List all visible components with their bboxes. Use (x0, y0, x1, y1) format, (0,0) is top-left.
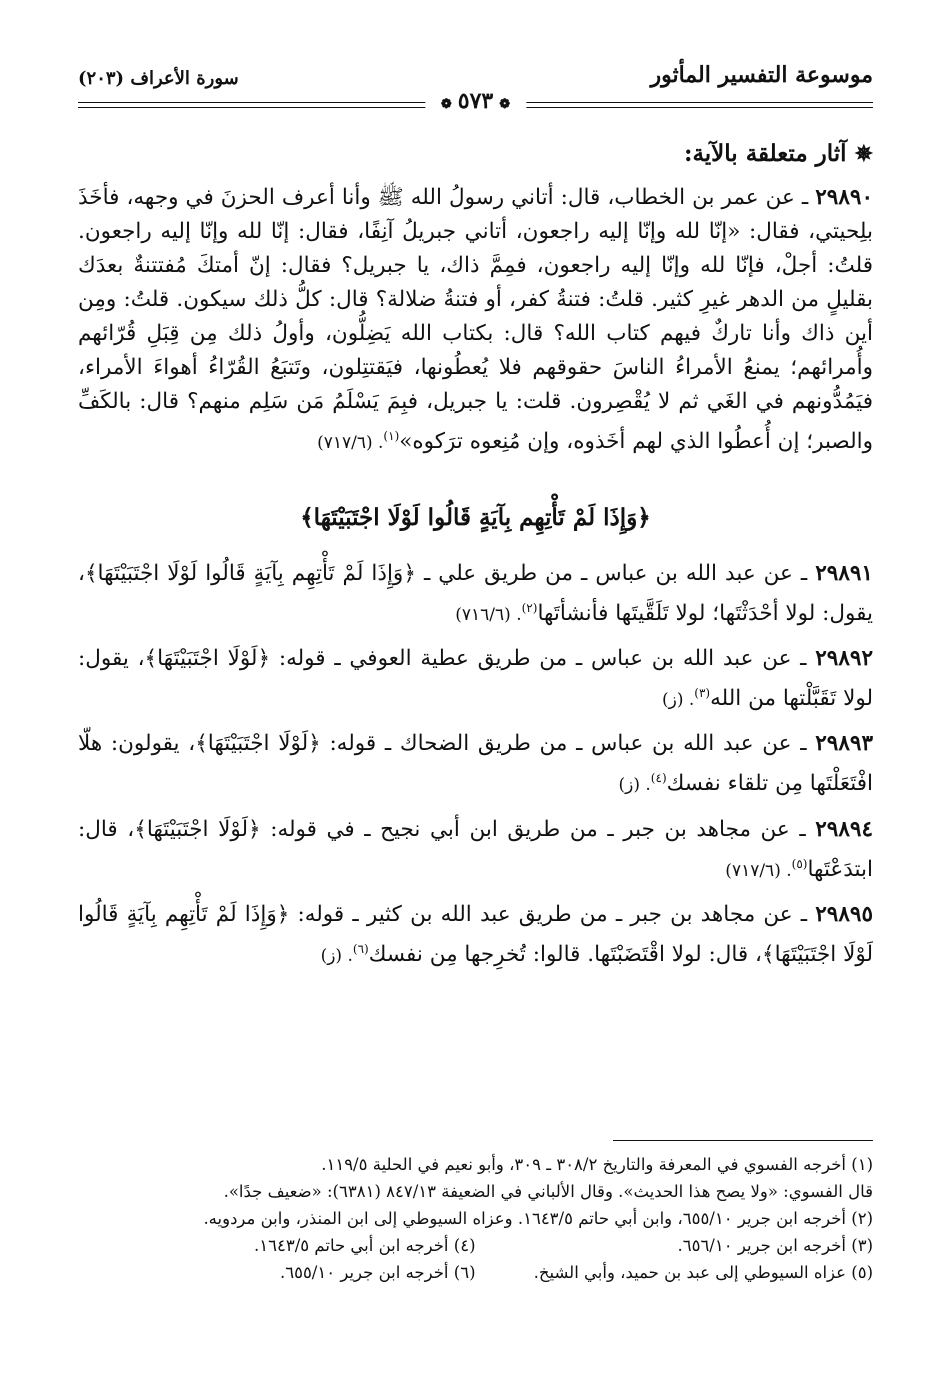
footnote-5: (٥) عزاه السيوطي إلى عبد بن حميد، وأبي الشيخ. (533, 1263, 873, 1282)
volume-reference: . (ز) (320, 945, 353, 966)
narration-number: ٢٩٨٩٠ (815, 185, 873, 210)
narration-number: ٢٩٨٩١ (815, 561, 873, 587)
narration-entry (78, 813, 873, 888)
footnote-3: (٣) أخرجه ابن جرير ٦٥٦/١٠. (677, 1236, 873, 1255)
book-title: موسوعة التفسير المأثور (650, 62, 873, 88)
footnote-marker[interactable]: (٤) (650, 771, 667, 786)
footnote-marker[interactable]: (١) (383, 429, 400, 443)
narration-text: ـ عن مجاهد بن جبر ـ من طريق ابن أبي نجيح ـ في قوله: ﴿لَوْلَا اجْتَبَيْتَهَا﴾، قال: ابتدَعْتَها (78, 816, 873, 882)
footnote-marker[interactable]: (٣) (694, 686, 711, 701)
footnote-row (78, 1259, 873, 1286)
footnote-marker[interactable]: (٦) (352, 941, 369, 956)
narration-text: ـ عن عمر بن الخطاب، قال: أتاني رسولُ الله ﷺ وأنا أعرف الحزنَ في وجهه، فأخَذَ بلِحيتي، فقال: «إنّا لله وإنّا إليه راجعون، أتاني جبريلُ آنِفًا، فقال: إنّا لله وإنّا إليه راجعون. قلتُ: أجلْ، فإنّا لله وإنّا إليه راجعون، فمِمَّ ذاك، يا جبريل؟ فقال: إنّ أمتكَ مُفتتنةٌ بعدَك بقليلٍ من الدهر غيرِ كثير. قلتُ: فتنةُ كفر، أو فتنةُ ضلالة؟ قال: كلُّ ذلك سيكون. قلتُ: ومِن أين ذاك وأنا تاركٌ فيهم كتاب الله؟ قال: بكتاب الله يَضِلُّون، وأولُ ذلك مِن قِبَلِ قُرّائهم وأُمرائهم؛ يمنعُ الأمراءُ الناسَ حقوقهم فلا يُعطُونها، فيَقتتِلون، وتَتبَعُ القُرّاءُ أهواءَ الأمراء، فيَمُدُّونهم في الغَي ثم لا يُقْصِرون. قلت: يا جبريل، فبِمَ يَسْلَمُ مَن سَلِم منهم؟ قال: بالكَفِّ والصبر؛ إن أُعطُوا الذي لهم أخَذوه، وإن مُنِعوه ترَكوه» (78, 185, 873, 455)
volume-reference: . (٧١٦/٦) (455, 605, 522, 626)
narration-text: ـ عن عبد الله بن عباس ـ من طريق الضحاك ـ قوله: ﴿لَوْلَا اجْتَبَيْتَهَا﴾، يقولون: هلّا افْتَعَلْتَها مِن تلقاء نفسك (78, 731, 873, 797)
verse-heading: ﴿وَإِذَا لَمْ تَأْتِهِم بِآيَةٍ قَالُوا لَوْلَا اجْتَبَيْتَهَا﴾ (300, 504, 651, 532)
footnote-marker[interactable]: (٥) (791, 856, 808, 871)
footnote-1-note: قال الفسوي: «ولا يصح هذا الحديث». وقال الألباني في الضعيفة ٨٤٧/١٣ (٦٣٨١): «ضعيف جدًا». (223, 1182, 873, 1201)
footnote-4: (٤) أخرجه ابن أبي حاتم ١٦٤٣/٥. (254, 1236, 476, 1255)
star-ornament-icon: ✵ (854, 141, 873, 167)
volume-reference: . (٧١٧/٦) (317, 433, 384, 454)
narration-number: ٢٩٨٩٢ (815, 646, 873, 672)
narration-entry (78, 727, 873, 802)
footnote-marker[interactable]: (٢) (521, 601, 538, 616)
footnotes-section (78, 1140, 873, 1286)
narration-number: ٢٩٨٩٣ (815, 731, 873, 757)
ornament-icon: ❁ (440, 97, 452, 112)
page-number: ❁٥٧٣❁ (425, 88, 526, 114)
running-header (78, 58, 873, 114)
narration-number: ٢٩٨٩٥ (815, 901, 873, 927)
narration-entry (78, 557, 873, 632)
footnote-row (78, 1232, 873, 1259)
narration-number: ٢٩٨٩٤ (815, 816, 873, 842)
narration-entry (78, 898, 873, 973)
narration-entry (78, 642, 873, 717)
narration-entry (78, 181, 873, 460)
footnote-1: (١) أخرجه الفسوي في المعرفة والتاريخ ٣٠٨/٢ ـ ٣٠٩، وأبو نعيم في الحلية ١١٩/٥. (321, 1155, 873, 1174)
narration-text: ـ عن عبد الله بن عباس ـ من طريق علي ـ ﴿وَإِذَا لَمْ تَأْتِهِم بِآيَةٍ قَالُوا لَوْلَا اجْتَبَيْتَهَا﴾، يقول: لولا أحْدَثْتَها؛ لولا تَلَقَّيتَها فأنشأتَها (78, 561, 873, 627)
volume-reference: . (ز) (661, 690, 695, 711)
ornament-icon: ❁ (499, 97, 511, 112)
footnote-6: (٦) أخرجه ابن جرير ٦٥٥/١٠. (279, 1263, 476, 1282)
narration-text: ـ عن عبد الله بن عباس ـ من طريق عطية العوفي ـ قوله: ﴿لَوْلَا اجْتَبَيْتَهَا﴾، يقول: لولا تَقَبَّلْتها من الله (78, 646, 873, 712)
section-title: ✵آثار متعلقة بالآية: (683, 140, 873, 167)
footnote-2: (٢) أخرجه ابن جرير ٦٥٥/١٠، وابن أبي حاتم ١٦٤٣/٥. وعزاه السيوطي إلى ابن المنذر، وابن مردويه. (203, 1209, 873, 1228)
surah-label: سورة الأعراف (٢٠٣) (78, 68, 239, 89)
main-content (78, 140, 873, 983)
footnote-separator (613, 1140, 873, 1141)
volume-reference: . (٧١٧/٦) (725, 860, 792, 881)
volume-reference: . (ز) (618, 775, 651, 796)
narration-text: ـ عن مجاهد بن جبر ـ من طريق عبد الله بن كثير ـ قوله: ﴿وَإِذَا لَمْ تَأْتِهِم بِآيَةٍ قَالُوا لَوْلَا اجْتَبَيْتَهَا﴾، قال: لولا اقْتَضَبْتَها. قالوا: تُخرِجها مِن نفسك (78, 901, 873, 967)
